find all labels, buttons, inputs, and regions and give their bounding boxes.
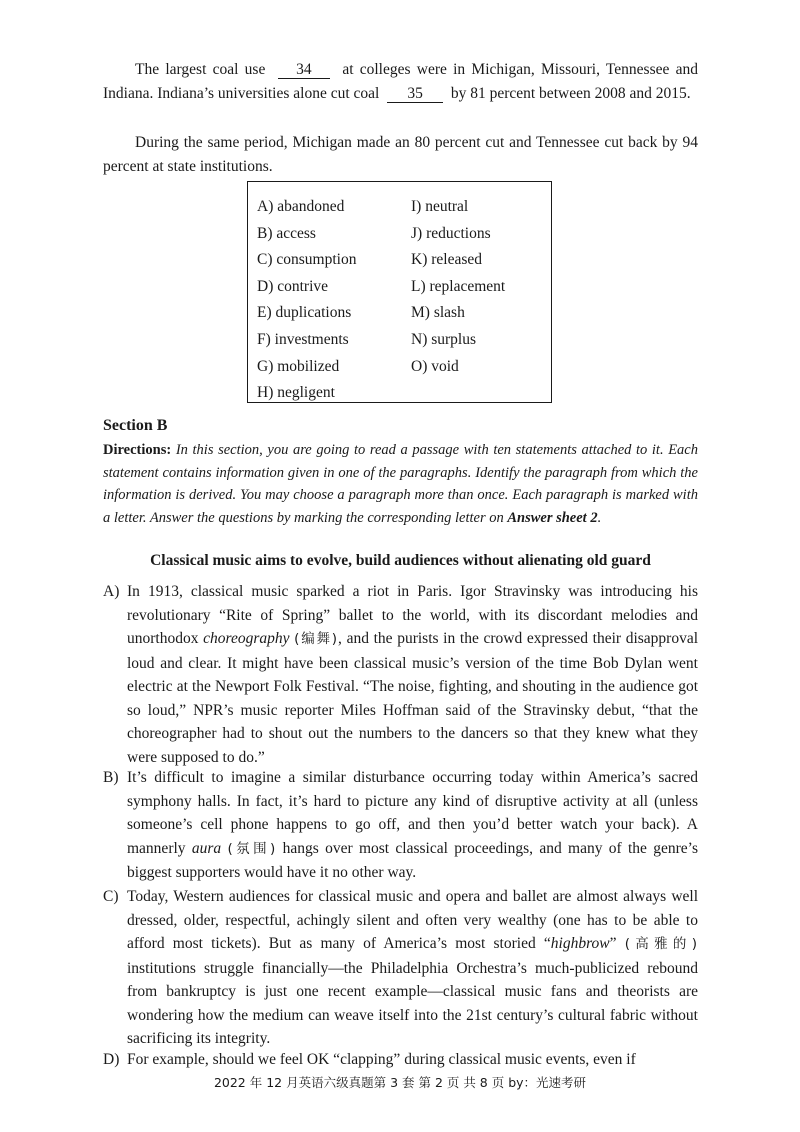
- paragraph-b: [103, 766, 698, 885]
- article-title: Classical music aims to evolve, build audiences without alienating old guard: [150, 552, 651, 569]
- word-option-g: G) mobilized: [257, 357, 340, 375]
- text-after-35: by 81 percent between 2008 and 2015.: [450, 84, 691, 102]
- directions-body: In this section, you are going to read a passage with ten statements attached to it. Each statement contains information given in one of the paragraphs. Identify the paragraph from which the information is derived. You may choose a paragraph more than once. Each paragraph is marked with a letter. Answer the questions by marking the corresponding letter on: [103, 442, 698, 526]
- word-option-n: N) surplus: [411, 330, 477, 348]
- paragraph-c-letter: C): [103, 888, 119, 905]
- page-footer: 2022 年 12 月英语六级真题第 3 套 第 2 页 共 8 页 by：光速考研: [213, 1075, 587, 1090]
- paragraph-b-gloss: (氛围): [227, 840, 277, 857]
- paragraph-c-gloss: (高雅的): [624, 936, 698, 952]
- intro-paragraph-2-text: During the same period, Michigan made an 80 percent cut and Tennessee cut back by 94 percent at state institutions.: [103, 134, 698, 175]
- section-b-directions: [103, 439, 698, 529]
- paragraph-d-letter: D): [103, 1051, 120, 1068]
- word-option-m: M) slash: [411, 304, 465, 322]
- paragraph-d: [103, 1048, 698, 1072]
- word-option-i: I) neutral: [411, 198, 469, 215]
- answer-sheet-reference: Answer sheet 2: [507, 509, 598, 526]
- paragraph-a-gloss: (编舞): [294, 631, 339, 647]
- paragraph-b-text: [127, 766, 698, 885]
- paragraph-a-text-2: , and the purists in the crowd expressed their disapproval loud and clear. It might have been classical music’s version of the time Bob Dylan went electric at the Newport Folk Festival. “The noise, fighting, and shouting in the audience got so loud,” NPR’s music reporter Miles Hoffman said of the Stravinsky debut, “that the choreographer had to shout out the numbers to the dancers so that they knew what they were supposed to do.”: [127, 630, 699, 766]
- paragraph-b-term: aura: [191, 839, 222, 857]
- blank-35: 35: [387, 85, 443, 103]
- text-after-34: at colleges were in Michigan, Missouri, Tennessee and Indiana. Indiana’s universities alone cut coal: [103, 61, 698, 102]
- paragraph-c: [103, 885, 698, 1051]
- paragraph-b-letter: B): [103, 769, 119, 786]
- paragraph-a-text-1: In 1913, classical music sparked a riot in Paris. Igor Stravinsky was introducing his revolutionary “Rite of Spring” ballet to the world, with its discordant melodies and unorthodox: [127, 583, 698, 647]
- word-bank-right-column: [411, 194, 505, 380]
- word-option-a: A) abandoned: [257, 198, 345, 215]
- word-option-b: B) access: [257, 224, 316, 242]
- paragraph-a: [103, 580, 698, 769]
- paragraph-c-quote-close: ”: [609, 935, 617, 952]
- text-before-34: The largest coal use: [135, 61, 266, 78]
- directions-end: .: [597, 509, 602, 526]
- blank-34: 34: [278, 61, 330, 79]
- intro-paragraph-1: [103, 58, 698, 105]
- word-option-k: K) released: [411, 251, 482, 269]
- word-bank-left-column: [257, 194, 356, 407]
- word-option-j: J) reductions: [411, 224, 491, 242]
- word-option-o: O) void: [411, 357, 459, 375]
- paragraph-c-term: highbrow: [550, 935, 610, 952]
- section-b-title: Section B: [103, 417, 168, 434]
- word-bank: [247, 181, 552, 403]
- word-option-h: H) negligent: [257, 384, 335, 402]
- paragraph-a-term: choreography: [203, 630, 290, 647]
- word-option-e: E) duplications: [257, 304, 352, 322]
- paragraph-a-letter: A): [103, 583, 120, 600]
- word-option-l: L) replacement: [411, 277, 506, 295]
- word-option-c: C) consumption: [257, 251, 357, 269]
- directions-label: Directions:: [103, 442, 172, 458]
- paragraph-d-text: [127, 1048, 698, 1072]
- paragraph-c-text-2: institutions struggle financially—the Philadelphia Orchestra’s much-publicized rebound from bankruptcy is just one recent example—classical music fans and theorists are wondering how the medium can weave itself into the 21st century’s cultural fabric without sacrificing its integrity.: [127, 959, 698, 1047]
- paragraph-c-text: [127, 885, 698, 1051]
- word-option-d: D) contrive: [257, 277, 329, 295]
- paragraph-a-text: [127, 580, 698, 769]
- paragraph-d-text-1: For example, should we feel OK “clapping” during classical music events, even if: [127, 1051, 636, 1068]
- word-option-f: F) investments: [257, 330, 349, 348]
- paragraph-c-text-1: Today, Western audiences for classical music and opera and ballet are almost always well dressed, older, respectful, achingly silent and often very wealthy (one has to be able to afford most tickets). But as many of America’s most storied “: [127, 888, 698, 952]
- paragraph-b-text-2: hangs over most classical proceedings, and many of the genre’s biggest supporters would have it no other way.: [127, 839, 698, 881]
- intro-paragraph-2: [103, 131, 698, 178]
- paragraph-b-text-1: It’s difficult to imagine a similar disturbance occurring today within America’s sacred symphony halls. In fact, it’s hard to picture any kind of disruptive activity at all (unless someone’s cell phone happens to go off, and then you’d better watch your back). A mannerly: [127, 769, 698, 857]
